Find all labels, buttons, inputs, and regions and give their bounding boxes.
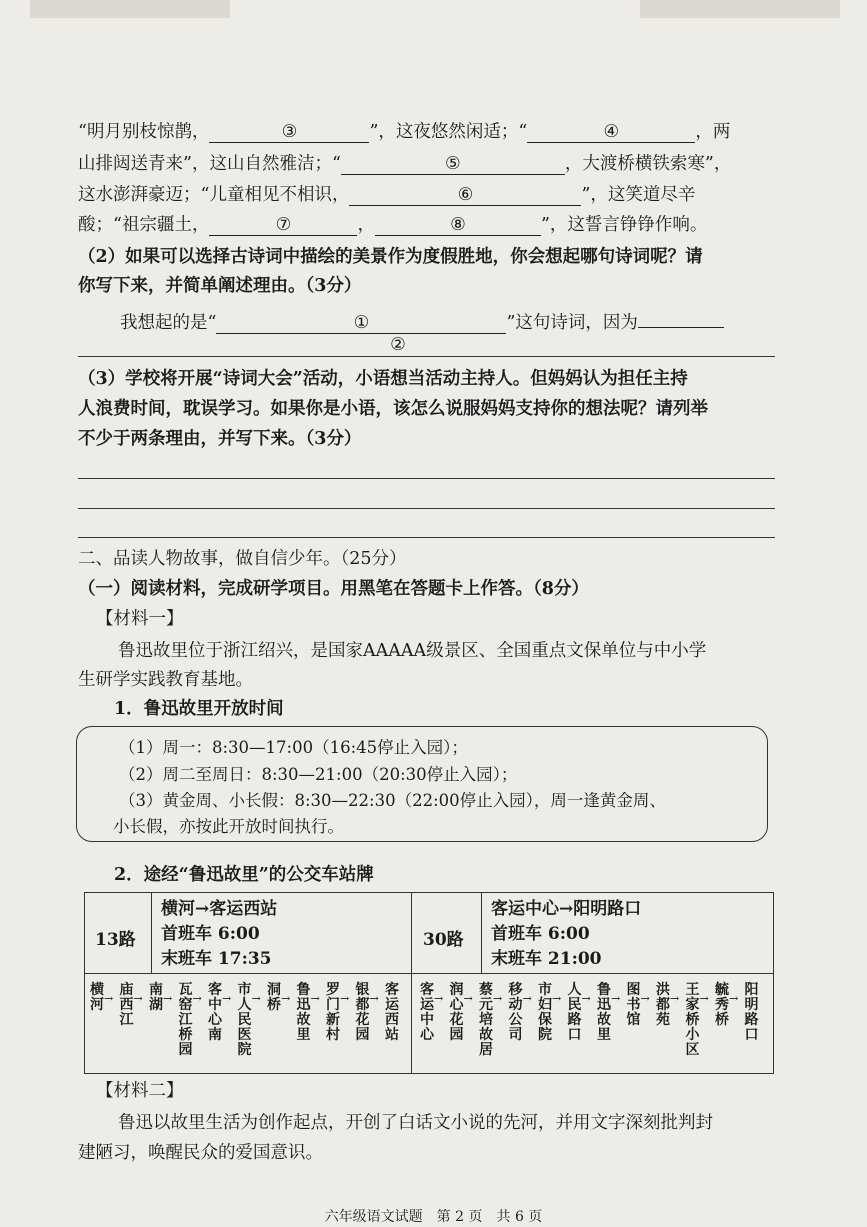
route-13-stop-2: 庙 西 江 [119, 982, 134, 1028]
question-2-answer-line: 我想起的是“ ① ”这句诗词，因为 [120, 307, 820, 334]
route-13-stop-1: 横 河 [90, 982, 104, 1013]
route-13-first-bus: 首班车 6:00 [161, 924, 260, 944]
route-30-arrow-10: → [699, 992, 709, 1005]
scan-edge-right [640, 0, 840, 18]
material-1-text-1: 鲁迅故里位于浙江绍兴，是国家AAAAA级景区、全国重点文保单位与中小学 [118, 641, 707, 661]
route-13-arrow-2: → [133, 992, 143, 1005]
route-30-direction: 客运中心→阳明路口 [491, 899, 642, 919]
blank-7[interactable]: ⑦ [209, 215, 357, 236]
question-2-line-1: （2）如果可以选择古诗词中描绘的美景作为度假胜地，你会想起哪句诗词呢？请 [78, 247, 703, 267]
poem-line-3: 这水澎湃豪迈；“儿童相见不相识， ⑥ ”，这笑道尽辛 [78, 185, 696, 205]
hours-line-2: （2）周二至周日：8:30—21:00（20:30停止入园）； [119, 765, 518, 784]
opening-hours-box [76, 726, 768, 842]
poem-line-1: “明月别枝惊鹊， ③ ”，这夜悠然闲适；“ ④ ，两 [78, 122, 731, 142]
route-13-stop-6: 市 人 民 医 院 [237, 982, 252, 1058]
scan-edge-left [30, 0, 230, 18]
answer-rule-q2[interactable] [78, 356, 775, 357]
route-30-stop-11: 毓 秀 桥 [715, 982, 729, 1028]
route-30-stop-1: 客 运 中 心 [420, 982, 434, 1043]
route-30-info [491, 897, 641, 972]
route-13-last-bus: 末班车 17:35 [161, 949, 272, 969]
route-13-label: 13路 [95, 930, 136, 950]
route-13-arrow-1: → [104, 992, 114, 1005]
route-30-arrow-3: → [493, 992, 503, 1005]
material-2-text-2: 建陋习，唤醒民众的爱国意识。 [78, 1143, 323, 1163]
route-30-arrow-11: → [729, 992, 739, 1005]
route-30-stop-6: 人 民 路 口 [567, 982, 582, 1043]
question-2-line-2: 你写下来，并简单阐述理由。（3分） [78, 276, 362, 296]
route-13-stop-9: 罗 门 新 村 [326, 982, 340, 1043]
hours-line-3: （3）黄金周、小长假：8:30—22:30（22:00停止入园），周一逢黄金周、 [119, 791, 666, 810]
blank-q2-1[interactable]: ① [216, 313, 506, 334]
mark-2-label: ② [390, 335, 406, 355]
question-3-line-1: （3）学校将开展“诗词大会”活动，小语想当活动主持人。但妈妈认为担任主持 [78, 369, 688, 389]
route-30-arrow-8: → [640, 992, 650, 1005]
route-13-arrow-3: → [163, 992, 173, 1005]
material-2-text-1: 鲁迅以故里生活为创作起点，开创了白话文小说的先河，并用文字深刻批判封 [118, 1113, 713, 1133]
route-13-direction: 横河→客运西站 [161, 899, 278, 919]
blank-q2-reason[interactable] [638, 307, 724, 328]
route-30-arrow-1: → [434, 992, 444, 1005]
answer-rule-q3-2[interactable] [78, 508, 775, 509]
material-1-text-2: 生研学实践教育基地。 [78, 670, 253, 690]
route-30-first-bus: 首班车 6:00 [491, 924, 590, 944]
page-footer: 六年级语文试题 第 2 页 共 6 页 [324, 1209, 543, 1225]
blank-4[interactable]: ④ [527, 122, 695, 143]
route-13-arrow-7: → [281, 992, 291, 1005]
hours-line-4: 小长假，亦按此开放时间执行。 [113, 817, 344, 836]
route-30-stop-5: 市 妇 保 院 [538, 982, 552, 1043]
route-30-stop-4: 移 动 公 司 [508, 982, 523, 1043]
section-2-title: 二、品读人物故事，做自信少年。（25分） [78, 549, 407, 569]
blank-8[interactable]: ⑧ [375, 215, 541, 236]
route-13-stop-7: 洞 桥 [267, 982, 281, 1013]
route-13-arrow-4: → [192, 992, 202, 1005]
route-30-stop-9: 洪 都 苑 [656, 982, 670, 1028]
route-30-stop-12: 阳 明 路 口 [744, 982, 759, 1043]
route-30-stop-3: 蔡 元 培 故 居 [479, 982, 493, 1058]
route-13-stop-8: 鲁 迅 故 里 [296, 982, 311, 1043]
route-13-arrow-8: → [310, 992, 320, 1005]
route-30-stop-2: 润 心 花 园 [449, 982, 464, 1043]
route-13-stop-3: 南 湖 [149, 982, 163, 1013]
route-13-stop-11: 客 运 西 站 [385, 982, 399, 1043]
poem-line-4: 酸；“祖宗疆土， ⑦ ， ⑧ ”，这誓言铮铮作响。 [78, 215, 708, 235]
blank-6[interactable]: ⑥ [349, 185, 581, 206]
answer-rule-q3-3[interactable] [78, 537, 775, 538]
route-30-last-bus: 末班车 21:00 [491, 949, 602, 969]
route-30-arrow-6: → [581, 992, 591, 1005]
poem-line-2: 山排闼送青来”，这山自然雅洁；“ ⑤ ，大渡桥横铁索寒”， [78, 154, 732, 174]
hours-line-1: （1）周一：8:30—17:00（16:45停止入园）； [119, 738, 468, 757]
subsection-1-title: （一）阅读材料，完成研学项目。用黑笔在答题卡上作答。（8分） [78, 579, 589, 599]
route-13-stop-10: 银 都 花 园 [355, 982, 370, 1043]
route-13-stop-4: 瓦 窑 江 桥 园 [178, 982, 193, 1058]
route-30-arrow-4: → [522, 992, 532, 1005]
bus-sign-table [84, 892, 774, 1074]
material-2-label: 【材料二】 [96, 1081, 184, 1101]
route-30-arrow-5: → [552, 992, 562, 1005]
route-30-stop-7: 鲁 迅 故 里 [597, 982, 611, 1043]
item-1-title: 1．鲁迅故里开放时间 [114, 699, 284, 719]
route-13-stop-5: 客 中 心 南 [208, 982, 222, 1043]
route-30-stop-10: 王 家 桥 小 区 [685, 982, 700, 1058]
item-2-title: 2．途经“鲁迅故里”的公交车站牌 [114, 865, 374, 885]
material-1-label: 【材料一】 [96, 609, 184, 629]
route-13-info [161, 897, 277, 972]
question-3-line-2: 人浪费时间，耽误学习。如果你是小语，该怎么说服妈妈支持你的想法呢？请列举 [78, 399, 708, 419]
route-30-arrow-7: → [611, 992, 621, 1005]
route-13-arrow-10: → [369, 992, 379, 1005]
route-13-arrow-6: → [251, 992, 261, 1005]
blank-5[interactable]: ⑤ [341, 154, 565, 175]
blank-3[interactable]: ③ [209, 122, 369, 143]
route-30-arrow-9: → [670, 992, 680, 1005]
route-30-stop-8: 图 书 馆 [626, 982, 641, 1028]
route-30-arrow-2: → [463, 992, 473, 1005]
route-30-label: 30路 [423, 930, 464, 950]
answer-rule-q3-1[interactable] [78, 478, 775, 479]
question-3-line-3: 不少于两条理由，并写下来。（3分） [78, 429, 362, 449]
route-13-arrow-5: → [222, 992, 232, 1005]
route-13-arrow-9: → [340, 992, 350, 1005]
